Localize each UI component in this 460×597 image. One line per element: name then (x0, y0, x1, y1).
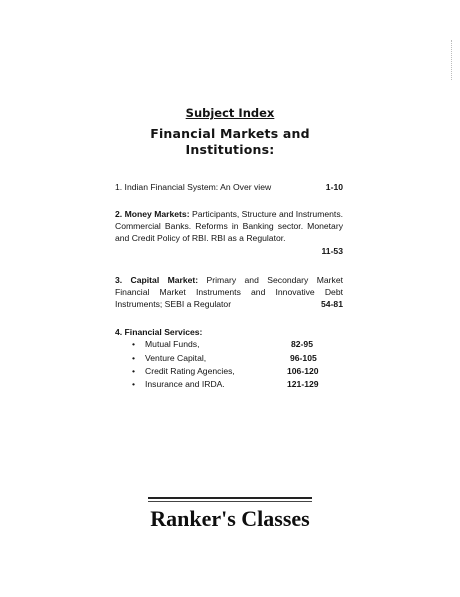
bullet-icon: • (132, 339, 136, 350)
footer-rule (148, 497, 312, 499)
service-page-range: 82-95 (291, 339, 313, 350)
footer-rule-thin (148, 501, 312, 502)
index-entry-indian-financial-system (115, 181, 343, 193)
services-heading: 4. Financial Services: (115, 327, 203, 337)
index-entry-capital-market (115, 274, 343, 311)
brand-name: Ranker's Classes (150, 506, 310, 531)
bullet-icon: • (132, 352, 136, 363)
entry-text: 1. Indian Financial System: An Over view (115, 182, 272, 192)
service-page-range: 121-129 (287, 379, 319, 390)
entry-body (115, 208, 343, 245)
service-page-range: 96-105 (290, 352, 317, 363)
list-item (115, 378, 343, 391)
list-item (115, 338, 343, 351)
service-label: Mutual Funds, (145, 339, 200, 350)
course-title-line2: Institutions: (185, 142, 275, 157)
subject-index-heading: Subject Index (185, 106, 275, 120)
entry-page-range: 1-10 (325, 182, 343, 192)
entry-page-range: 11-53 (321, 245, 343, 256)
service-page-range: 106-120 (287, 365, 319, 376)
index-entry-financial-services (115, 326, 343, 392)
course-title-line1: Financial Markets and (150, 126, 310, 141)
index-entry-money-markets (115, 208, 343, 257)
entry-label: 2. Money Markets: (115, 209, 190, 219)
entry-label: 3. Capital Market: (115, 275, 199, 285)
entry-text: Participants, Structure and Instruments. Commercial Banks. Reforms in Banking sector. Monetary and Credit Policy of RBI. RBI as a Regulator. (115, 209, 343, 244)
entry-text: Primary and Secondary Market Financial Market Instruments and Innovative Debt Instruments; SEBI a Regulator (115, 275, 343, 310)
entry-page-range: 54-81 (321, 299, 343, 310)
service-label: Insurance and IRDA. (145, 379, 225, 390)
list-item (115, 352, 343, 365)
service-label: Venture Capital, (145, 352, 207, 363)
scan-margin-mark (451, 40, 454, 80)
list-item (115, 365, 343, 378)
bullet-icon: • (132, 379, 136, 390)
bullet-icon: • (132, 365, 136, 376)
service-label: Credit Rating Agencies, (145, 365, 235, 376)
